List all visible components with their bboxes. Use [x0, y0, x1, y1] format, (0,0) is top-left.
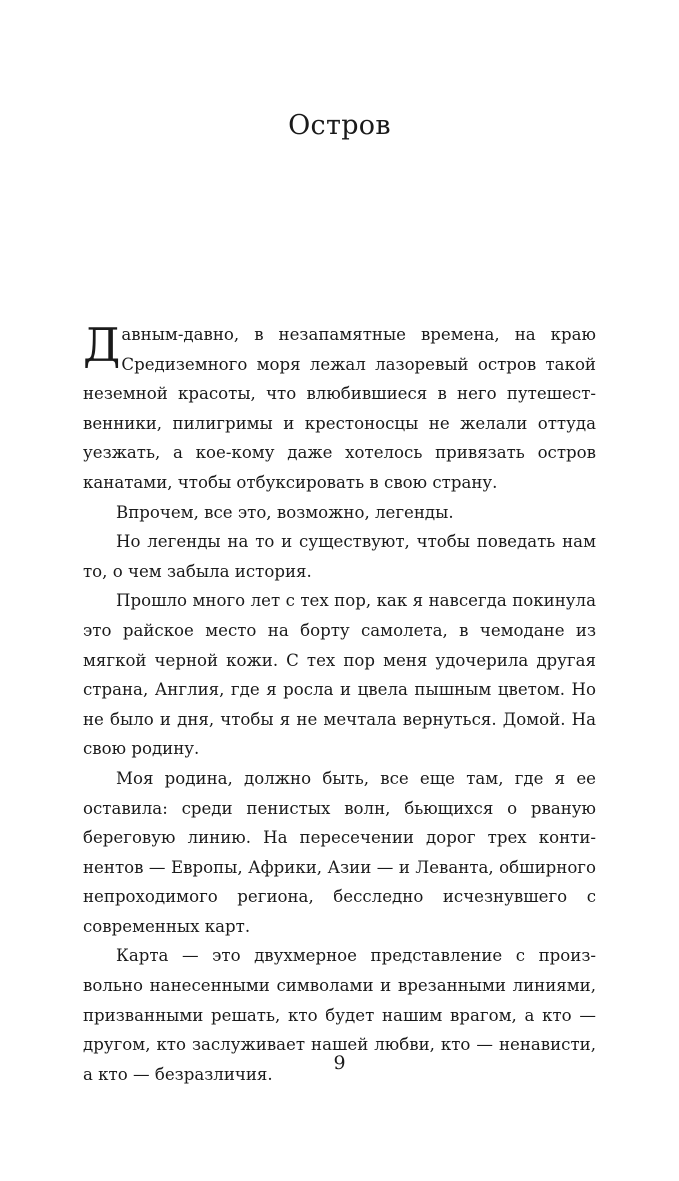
- chapter-body: [83, 320, 596, 1089]
- paragraph-5: Моя родина, должно быть, все еще там, где я ее оставила: среди пенистых волн, бьющихся о рваную береговую линию. На пересечении дорог трех континентов — Европы, Африки, Азии — и Леванта, обширного непроходимого региона, бесследно исчезнувшего с современных карт.: [83, 768, 596, 936]
- paragraph-3: Но легенды на то и существуют, чтобы поведать нам то, о чем забыла история.: [83, 532, 596, 581]
- paragraph-1: [83, 320, 596, 498]
- paragraph-6: Карта — это двухмерное представление с произвольно нанесенными символами и врезанными линиями, призванными решать, кто будет нашим врагом, а кто — другом, кто заслуживает нашей любви, кто — ненависти, а кто — безразличия.: [83, 946, 596, 1084]
- paragraph-2: Впрочем, все это, возможно, легенды.: [116, 502, 454, 522]
- page-number: 9: [333, 1052, 346, 1074]
- chapter-title: Остров: [288, 110, 391, 141]
- paragraph-1-text: авным-давно, в незапамятные времена, на краю Средиземного моря лежал лазоревый остров такой неземной красоты, что влюбившиеся в него путешественники, пилигримы и крестоносцы не желали оттуда уезжать, а кое-кому даже хотелось привязать остров канатами, чтобы отбуксировать в свою страну.: [83, 325, 596, 492]
- drop-cap: Д: [83, 318, 121, 372]
- paragraph-4: Прошло много лет с тех пор, как я навсегда покинула это райское место на борту самолета, в чемодане из мягкой черной кожи. С тех пор меня удочерила другая страна, Англия, где я росла и цвела пышным цветом. Но не было и дня, чтобы я не мечтала вернуться. Домой. На свою родину.: [83, 591, 596, 759]
